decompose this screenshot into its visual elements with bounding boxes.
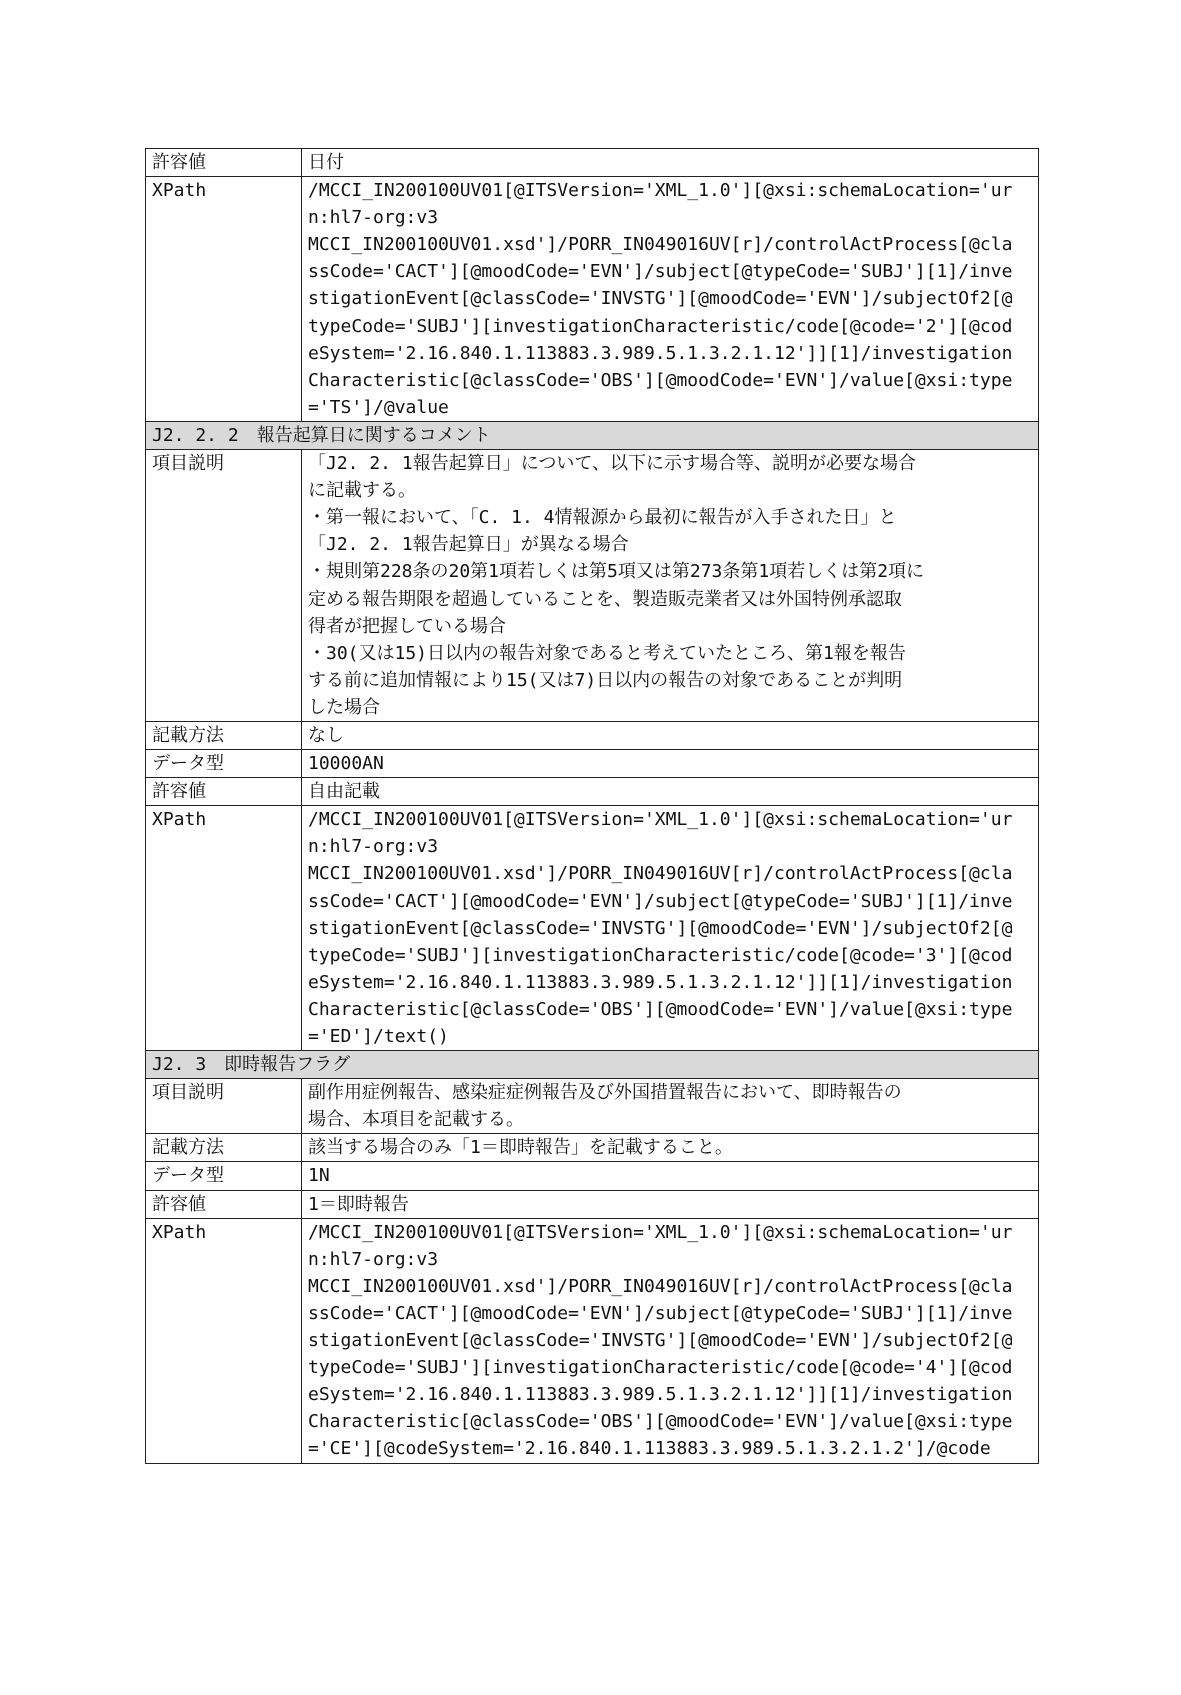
row-value: 日付 xyxy=(302,149,1039,177)
table-row xyxy=(146,1079,1039,1134)
table-row xyxy=(146,1218,1039,1463)
table-row xyxy=(146,177,1039,422)
row-label: データ型 xyxy=(146,1162,302,1190)
table-row xyxy=(146,721,1039,749)
table-row xyxy=(146,1190,1039,1218)
row-value: 自由記載 xyxy=(302,778,1039,806)
row-value: 「J2. 2. 1報告起算日」について、以下に示す場合等、説明が必要な場合 に記載する。 ・第一報において、「C. 1. 4情報源から最初に報告が入手された日」と 「J2. 2. 1報告起算日」が異なる場合 ・規則第228条の20第1項若しくは第5項又は第273条第1項若しくは第2項に 定める報告期限を超過していることを、製造販売業者又は外国特例承認取 得者が把握している場合 ・30(又は15)日以内の報告対象であると考えていたところ、第1報を報告 する前に追加情報により15(又は7)日以内の報告の対象であることが判明 した場合 xyxy=(302,450,1039,722)
row-value: 副作用症例報告、感染症症例報告及び外国措置報告において、即時報告の 場合、本項目を記載する。 xyxy=(302,1079,1039,1134)
table-row xyxy=(146,1162,1039,1190)
row-value: 10000AN xyxy=(302,750,1039,778)
row-label: 許容値 xyxy=(146,1190,302,1218)
row-value: /MCCI_IN200100UV01[@ITSVersion='XML_1.0'][@xsi:schemaLocation='ur n:hl7-org:v3 MCCI_IN200100UV01.xsd']/PORR_IN049016UV[r]/controlActProcess[@cla ssCode='CACT'][@moodCode='EVN']/subject[@typeCode='SUBJ'][1]/inve stigationEvent[@classCode='INVSTG'][@moodCode='EVN']/subjectOf2[@ typeCode='SUBJ'][investigationCharacteristic/code[@code='2'][@cod eSystem='2.16.840.1.113883.3.989.5.1.3.2.1.12']][1]/investigation Characteristic[@classCode='OBS'][@moodCode='EVN']/value[@xsi:type ='TS']/@value xyxy=(302,177,1039,422)
row-label: XPath xyxy=(146,177,302,422)
row-label: XPath xyxy=(146,806,302,1051)
table-row xyxy=(146,806,1039,1051)
row-label: 許容値 xyxy=(146,778,302,806)
section-title: J2. 3 即時報告フラグ xyxy=(146,1051,1039,1079)
row-value: /MCCI_IN200100UV01[@ITSVersion='XML_1.0'][@xsi:schemaLocation='ur n:hl7-org:v3 MCCI_IN200100UV01.xsd']/PORR_IN049016UV[r]/controlActProcess[@cla ssCode='CACT'][@moodCode='EVN']/subject[@typeCode='SUBJ'][1]/inve stigationEvent[@classCode='INVSTG'][@moodCode='EVN']/subjectOf2[@ typeCode='SUBJ'][investigationCharacteristic/code[@code='4'][@cod eSystem='2.16.840.1.113883.3.989.5.1.3.2.1.12']][1]/investigation Characteristic[@classCode='OBS'][@moodCode='EVN']/value[@xsi:type ='CE'][@codeSystem='2.16.840.1.113883.3.989.5.1.3.2.1.2']/@code xyxy=(302,1218,1039,1463)
table-row xyxy=(146,1134,1039,1162)
section-header-row xyxy=(146,421,1039,449)
row-value: /MCCI_IN200100UV01[@ITSVersion='XML_1.0'][@xsi:schemaLocation='ur n:hl7-org:v3 MCCI_IN200100UV01.xsd']/PORR_IN049016UV[r]/controlActProcess[@cla ssCode='CACT'][@moodCode='EVN']/subject[@typeCode='SUBJ'][1]/inve stigationEvent[@classCode='INVSTG'][@moodCode='EVN']/subjectOf2[@ typeCode='SUBJ'][investigationCharacteristic/code[@code='3'][@cod eSystem='2.16.840.1.113883.3.989.5.1.3.2.1.12']][1]/investigation Characteristic[@classCode='OBS'][@moodCode='EVN']/value[@xsi:type ='ED']/text() xyxy=(302,806,1039,1051)
row-label: 項目説明 xyxy=(146,1079,302,1134)
section-title: J2. 2. 2 報告起算日に関するコメント xyxy=(146,421,1039,449)
row-label: 許容値 xyxy=(146,149,302,177)
table-row xyxy=(146,778,1039,806)
row-value: なし xyxy=(302,721,1039,749)
table-row xyxy=(146,750,1039,778)
row-value: 該当する場合のみ「1＝即時報告」を記載すること。 xyxy=(302,1134,1039,1162)
row-label: データ型 xyxy=(146,750,302,778)
row-label: XPath xyxy=(146,1218,302,1463)
section-header-row xyxy=(146,1051,1039,1079)
table-row xyxy=(146,450,1039,722)
row-value: 1＝即時報告 xyxy=(302,1190,1039,1218)
table-row xyxy=(146,149,1039,177)
specification-table xyxy=(145,148,1039,1464)
row-label: 記載方法 xyxy=(146,1134,302,1162)
row-value: 1N xyxy=(302,1162,1039,1190)
row-label: 記載方法 xyxy=(146,721,302,749)
row-label: 項目説明 xyxy=(146,450,302,722)
